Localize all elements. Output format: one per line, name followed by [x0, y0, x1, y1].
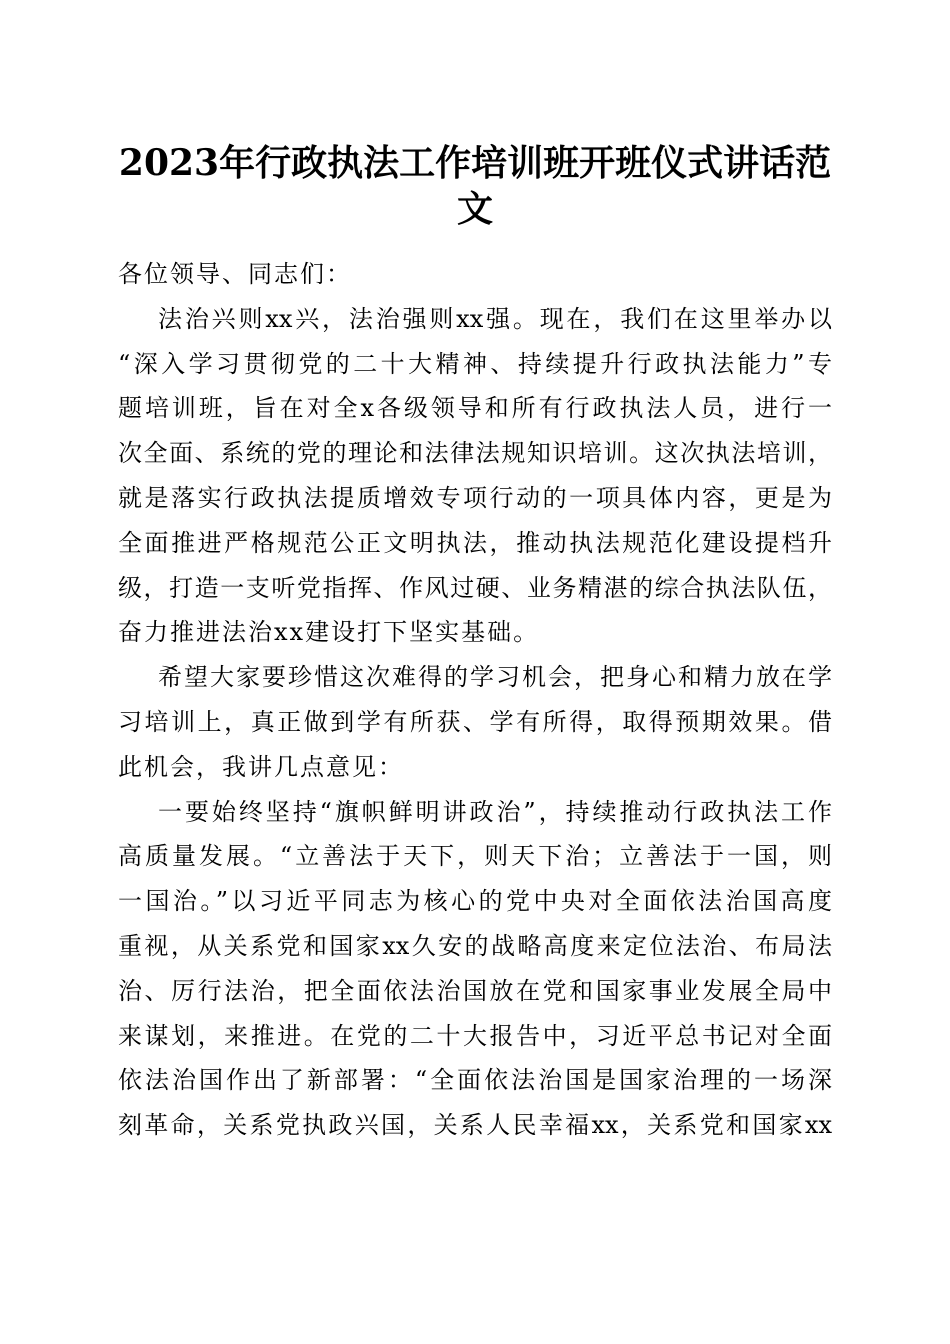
paragraph-line: “深入学习贯彻党的二十大精神、持续提升行政执法能力”专 [118, 349, 832, 378]
paragraph-3 [118, 790, 832, 1148]
paragraph-line: 法治兴则xx兴，法治强则xx强。现在，我们在这里举办以 [158, 304, 832, 333]
document-title [118, 140, 832, 232]
document-body [118, 252, 832, 1148]
paragraph-line: 此机会，我讲几点意见： [118, 752, 404, 781]
paragraph-line: 一国治。”以习近平同志为核心的党中央对全面依法治国高度 [118, 887, 832, 916]
paragraph-line: 级，打造一支听党指挥、作风过硬、业务精湛的综合执法队伍， [118, 573, 832, 602]
salutation: 各位领导、同志们： [118, 260, 352, 288]
paragraph-line: 来谋划，来推进。在党的二十大报告中，习近平总书记对全面 [118, 1021, 832, 1050]
paragraph-line: 就是落实行政执法提质增效专项行动的一项具体内容，更是为 [118, 483, 832, 512]
paragraph-line: 奋力推进法治xx建设打下坚实基础。 [118, 618, 540, 647]
paragraph-line: 全面推进严格规范公正文明执法，推动执法规范化建设提档升 [118, 528, 832, 557]
paragraph-line: 次全面、系统的党的理论和法律法规知识培训。这次执法培训， [118, 439, 832, 468]
paragraph-line: 高质量发展。“立善法于天下，则天下治；立善法于一国，则 [118, 842, 832, 871]
paragraph-line: 刻革命，关系党执政兴国，关系人民幸福xx，关系党和国家xx [118, 1111, 832, 1140]
paragraph-line: 治、厉行法治，把全面依法治国放在党和国家事业发展全局中 [118, 976, 832, 1005]
paragraph-line: 题培训班，旨在对全x各级领导和所有行政执法人员，进行一 [118, 394, 832, 423]
paragraph-line: 希望大家要珍惜这次难得的学习机会，把身心和精力放在学 [158, 663, 832, 692]
title-line-2: 文 [456, 188, 493, 230]
paragraph-line: 依法治国作出了新部署：“全面依法治国是国家治理的一场深 [118, 1066, 832, 1095]
paragraph-line: 重视，从关系党和国家xx久安的战略高度来定位法治、布局法 [118, 931, 832, 960]
title-line-1: 2023年行政执法工作培训班开班仪式讲话范 [118, 142, 832, 184]
paragraph-2 [118, 655, 832, 789]
paragraph-1 [118, 297, 832, 655]
paragraph-line: 一要始终坚持“旗帜鲜明讲政治”，持续推动行政执法工作 [158, 797, 832, 826]
paragraph-line: 习培训上，真正做到学有所获、学有所得，取得预期效果。借 [118, 707, 832, 736]
